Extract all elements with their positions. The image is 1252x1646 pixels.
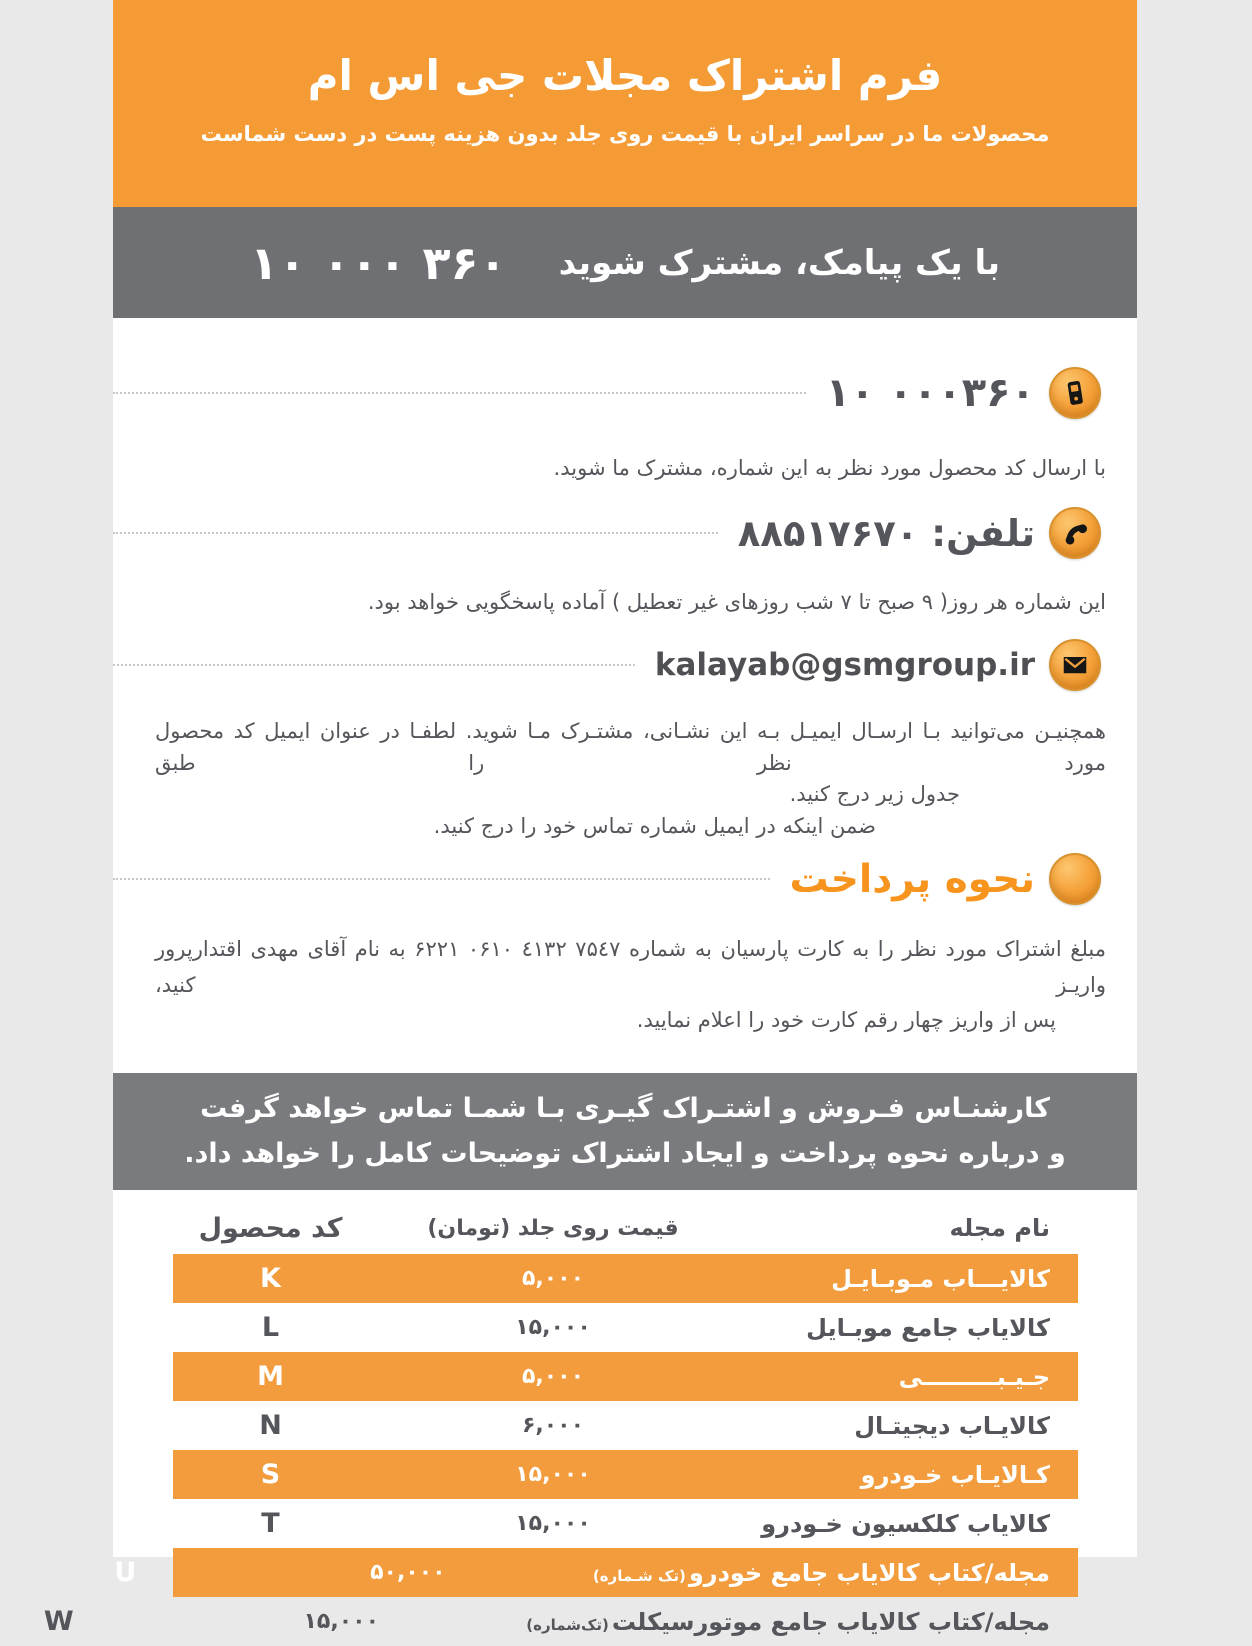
price-table	[44, 1202, 1079, 1646]
magazine-name-note: (تک‌شماره)	[527, 1615, 610, 1634]
payment-paragraph	[114, 932, 1138, 1039]
magazine-name: جـیـبـــــــــی	[899, 1362, 1051, 1391]
divider-line	[114, 664, 636, 666]
product-code: U	[115, 1557, 138, 1589]
card-number: ۶۲۲۱ ۰۶۱۰ ٤۱۳۲ ۷۵٤۷	[415, 937, 622, 961]
email-row	[114, 636, 1138, 694]
magazine-name: کالایاب کلکسیون خـودرو	[762, 1509, 1051, 1538]
contact-banner	[114, 1073, 1138, 1190]
sms-banner-label: با یک پیامک، مشترک شوید	[559, 242, 1001, 283]
column-header-product-code: کد محصول	[199, 1212, 344, 1244]
sms-banner	[114, 207, 1138, 318]
sms-banner-number: ۱۰ ۰۰۰ ۳۶۰	[251, 235, 508, 290]
email-note-line: جدول زیر درج کنید.	[790, 782, 961, 806]
header	[114, 0, 1138, 207]
phone-note: این شماره هر روز( ۹ صبح تا ۷ شب روزهای غیر تعطیل ) آماده پاسخگویی خواهد بود.	[368, 590, 1107, 614]
sms-shortcode: ۱۰ ۰۰۰۳۶۰	[826, 370, 1036, 416]
cover-price: ۱۵,۰۰۰	[516, 1511, 592, 1537]
payment-row	[114, 850, 1138, 908]
product-code: N	[260, 1410, 283, 1442]
payment-heading: نحوه پرداخت	[790, 856, 1036, 902]
payment-text-after: به نام آقای مهدی اقتدارپرور واریـز کنید،	[156, 937, 1107, 997]
page-subtitle: محصولات ما در سراسر ایران با قیمت روی جلد بدون هزینه پست در دست شماست	[201, 122, 1051, 147]
payment-line-2: پس از واریز چهار رقم کارت خود را اعلام نمایید.	[637, 1008, 1057, 1033]
payment-text-before: مبلغ اشتراک مورد نظر را به کارت پارسیان به شماره	[630, 937, 1107, 961]
email-notes	[114, 716, 1138, 842]
column-header-cover-price: قیمت روی جلد (تومان)	[428, 1215, 680, 1241]
table-row	[174, 1450, 1079, 1499]
email-note-line: همچنیـن می‌توانید بـا ارسـال ایمیـل بـه این نشـانی، مشتـرک مـا شوید. لطفـا در عنوان ایمیل کد محصول مورد نظر را طبق	[156, 719, 1107, 775]
product-code: K	[261, 1263, 282, 1295]
mobile-phone-icon	[1050, 367, 1102, 419]
cover-price: ۵,۰۰۰	[522, 1266, 586, 1292]
telephone-icon	[1050, 507, 1102, 559]
table-row	[174, 1254, 1079, 1303]
magazine-name: مجله/کتاب کالایاب جامع خودرو	[689, 1558, 1051, 1587]
table-row	[44, 1597, 1079, 1646]
table-row	[174, 1303, 1079, 1352]
table-header-row	[174, 1202, 1079, 1254]
magazine-name: کالایـاب دیجیتـال	[855, 1411, 1051, 1440]
product-code: M	[258, 1361, 285, 1393]
column-header-magazine-name: نام مجله	[950, 1214, 1051, 1243]
magazine-name-note: (تک شـماره)	[593, 1566, 687, 1585]
table-row	[174, 1499, 1079, 1548]
divider-line	[114, 532, 719, 534]
page-title: فرم اشتراک مجلات جی اس ام	[308, 51, 944, 100]
payment-line-1	[156, 932, 1107, 1003]
product-code: S	[261, 1459, 282, 1491]
sms-note: با ارسال کد محصول مورد نظر به این شماره، مشترک ما شوید.	[554, 456, 1107, 480]
cover-price: ۱۵,۰۰۰	[304, 1609, 380, 1635]
magazine-name: کـالایـاب خـودرو	[861, 1460, 1051, 1489]
cover-price: ۵,۰۰۰	[522, 1364, 586, 1390]
email-address: kalayab@gsmgroup.ir	[655, 647, 1036, 683]
email-note-line: ضمن اینکه در ایمیل شماره تماس خود را درج کنید.	[434, 813, 877, 838]
magazine-name: کالایـــاب مـوبـایـل	[832, 1264, 1051, 1293]
table-row	[115, 1548, 1079, 1597]
cover-price: ۶,۰۰۰	[522, 1413, 586, 1439]
phone-number: تلفن: ۸۸۵۱۷۶۷۰	[738, 511, 1036, 555]
contact-banner-line2: و درباره نحوه پرداخت و ایجاد اشتراک توضیحات کامل را خواهد داد.	[185, 1137, 1067, 1169]
sms-row	[114, 364, 1138, 422]
contact-banner-line1: کارشنـاس فـروش و اشتـراک گیـری بـا شمـا تماس خواهد گرفت	[201, 1093, 1051, 1125]
cover-price: ۵۰,۰۰۰	[371, 1560, 447, 1586]
orange-circle-icon	[1050, 853, 1102, 905]
phone-row	[114, 504, 1138, 562]
table-row	[174, 1401, 1079, 1450]
cover-price: ۱۵,۰۰۰	[516, 1462, 592, 1488]
subscription-flyer	[44, 0, 1138, 1638]
product-code: L	[262, 1312, 281, 1344]
envelope-icon	[1050, 639, 1102, 691]
product-code: W	[44, 1606, 75, 1638]
cover-price: ۱۵,۰۰۰	[516, 1315, 592, 1341]
magazine-name: کالایاب جامع موبـایل	[807, 1313, 1051, 1342]
divider-line	[114, 392, 807, 394]
product-code: T	[262, 1508, 281, 1540]
table-row	[174, 1352, 1079, 1401]
magazine-name: مجله/کتاب کالایاب جامع موتورسیکلت	[612, 1607, 1051, 1636]
divider-line	[114, 878, 771, 880]
